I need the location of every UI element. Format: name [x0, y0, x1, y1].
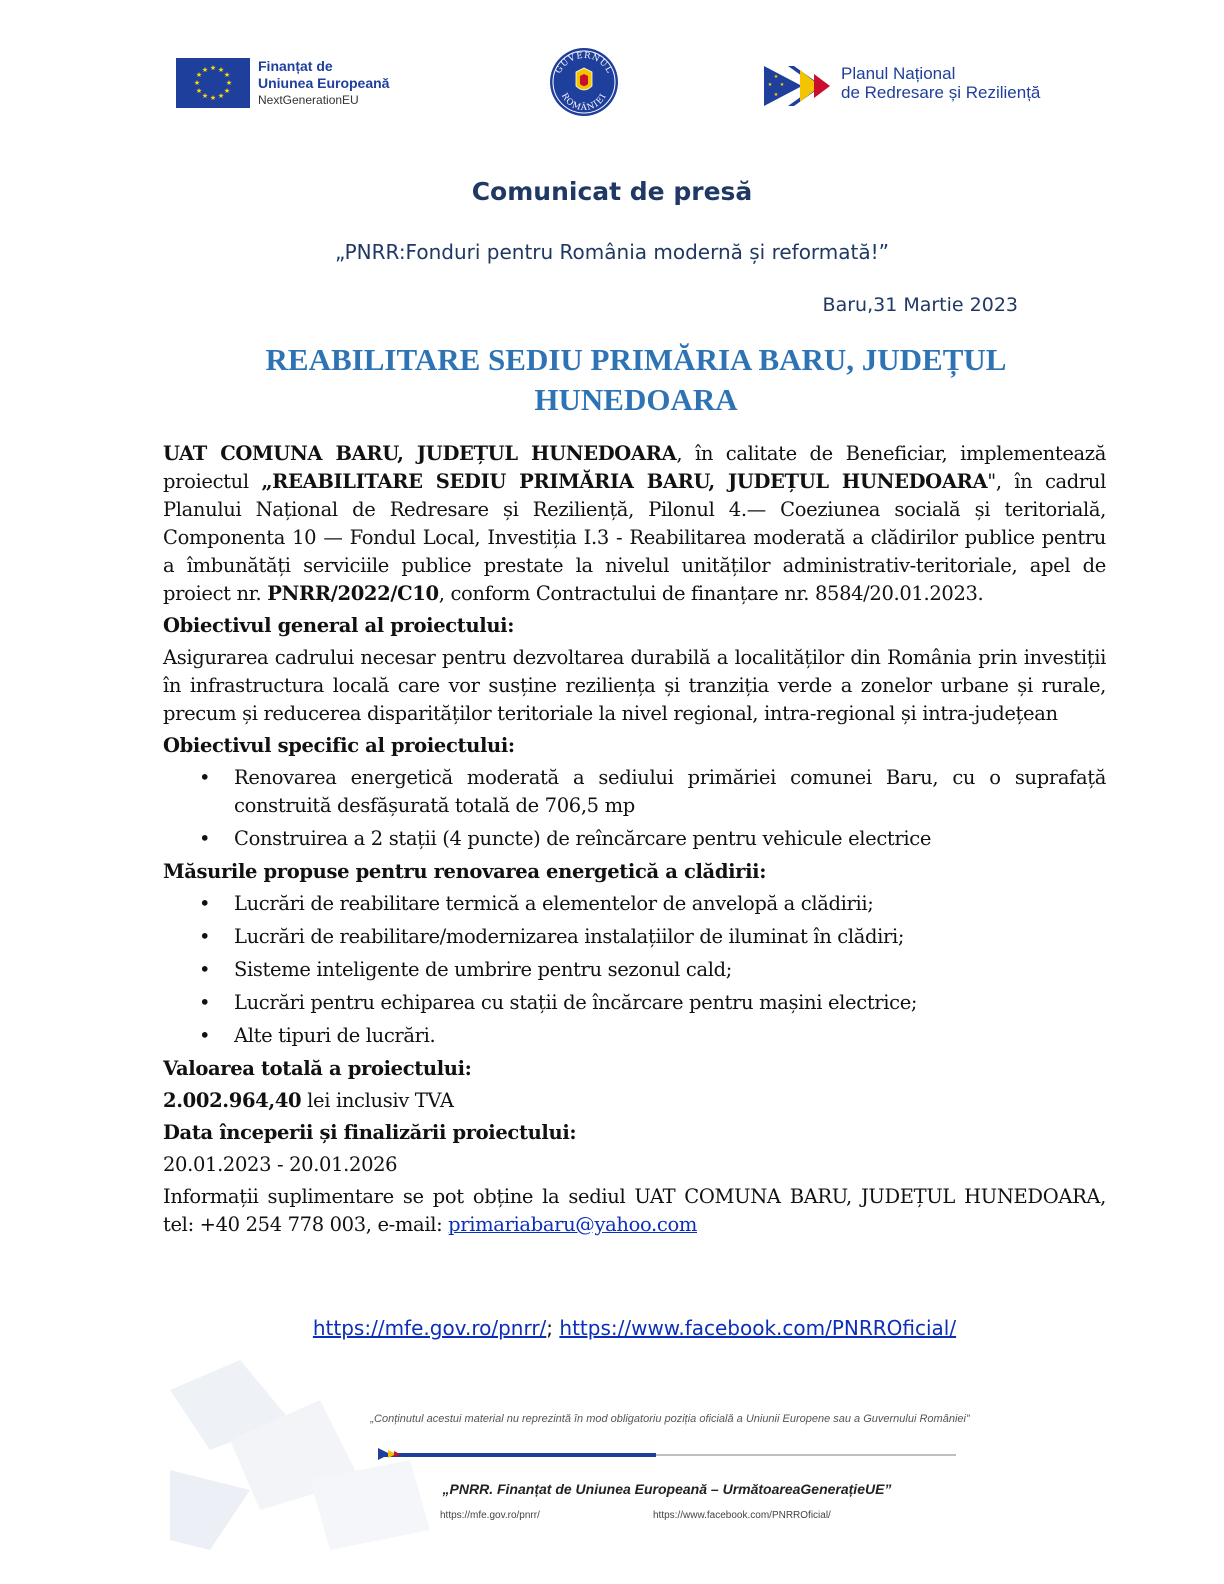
- pnrr-logo: [764, 62, 1084, 108]
- total-value-suffix: lei inclusiv TVA: [301, 1089, 454, 1112]
- svg-text:★: ★: [767, 82, 773, 88]
- intro-text-2: ", în cadrul Planului Național de Redresare și Reziliență, Pilonul 4.— Coeziunea socială și teritorială, Componenta 10 — Fondul Local, Investiția I.3 - Reabilitarea moderată a clădirilor publice pentru a îmbunătăți serviciile publice prestate la nivelul unităților administrativ-teritoriale, apel de proiect nr.: [163, 470, 1107, 605]
- official-links: [0, 1316, 1224, 1340]
- footer-link-mfe[interactable]: https://mfe.gov.ro/pnrr/: [440, 1510, 540, 1521]
- footer-divider: [378, 1452, 956, 1457]
- svg-text:★: ★: [773, 92, 779, 98]
- svg-text:★: ★: [217, 66, 225, 74]
- list-item: • Renovarea energetică moderată a sediului primăriei comunei Baru, cu o suprafață construită desfășurată totală de 706,5 mp: [199, 766, 1106, 817]
- list-item: • Lucrări pentru echiparea cu stații de încărcare pentru mașini electrice;: [163, 989, 1106, 1017]
- list-item: • Alte tipuri de lucrări.: [163, 1022, 1106, 1050]
- intro-text-1: , în calitate de Beneficiar, implementează proiectul: [163, 442, 1106, 493]
- bullet-icon: •: [199, 892, 211, 915]
- bullet-icon: •: [199, 1024, 211, 1047]
- svg-text:★: ★: [223, 71, 231, 79]
- slogan: „PNRR:Fonduri pentru România modernă și reformată!”: [334, 240, 890, 264]
- eu-funding-logo: [176, 58, 416, 110]
- bullet-icon: •: [199, 766, 211, 789]
- svg-text:★: ★: [201, 66, 209, 74]
- pnrr-flag-arrow-icon: [764, 66, 836, 106]
- eu-disclaimer: „Conținutul acestui material nu reprezintă în mod obligatoriu poziția oficială a Uniunii Europene sau a Guvernului României”: [370, 1413, 970, 1425]
- total-value: [163, 1087, 1106, 1115]
- dates-range: 20.01.2023 - 20.01.2026: [163, 1153, 398, 1176]
- eu-flag-icon: [176, 58, 250, 108]
- footer-tagline: „PNRR. Finanțat de Uniunea Europeană – UrmătoareaGenerațieUE”: [442, 1481, 892, 1497]
- pnrr-logo-line1: Planul Național: [841, 64, 956, 83]
- press-release-heading: Comunicat de presă: [471, 177, 753, 206]
- list-item: • Construirea a 2 stații (4 puncte) de reîncărcare pentru vehicule electrice: [163, 825, 1106, 853]
- svg-text:★: ★: [195, 87, 203, 95]
- svg-text:★: ★: [779, 82, 785, 88]
- total-value-amount: 2.002.964,40: [163, 1089, 302, 1112]
- beneficiary-name: UAT COMUNA BARU, JUDEȚUL HUNEDOARA: [163, 442, 677, 465]
- place-date: Baru,31 Martie 2023: [822, 294, 1018, 316]
- eu-logo-line1: Finanțat de: [258, 58, 333, 74]
- intro-text-3: , conform Contractului de finanțare nr. 8584/20.01.2023.: [438, 582, 984, 605]
- contact-text: Informații suplimentare se pot obține la sediul UAT COMUNA BARU, JUDEȚUL HUNEDOARA, tel: +40 254 778 003, e-mail:: [163, 1185, 1106, 1236]
- pnrr-logo-line2: de Redresare și Reziliență: [841, 83, 1041, 102]
- seal-bottom-text: ROMÂNIEI: [558, 91, 610, 114]
- svg-text:★: ★: [201, 92, 209, 100]
- bullet-icon: •: [199, 827, 211, 850]
- list-item: • Sisteme inteligente de umbrire pentru sezonul cald;: [163, 956, 1106, 984]
- bullet-icon: •: [199, 925, 211, 948]
- eu-logo-line3: NextGenerationEU: [258, 93, 359, 107]
- footer-arrow-icon: [378, 1448, 404, 1460]
- bullet-icon: •: [199, 958, 211, 981]
- svg-text:★: ★: [773, 74, 779, 80]
- measures-list: [163, 890, 1106, 1050]
- intro-paragraph: [163, 440, 1106, 608]
- call-number: PNRR/2022/C10: [267, 582, 439, 605]
- facebook-link[interactable]: https://www.facebook.com/PNRROficial/: [559, 1316, 957, 1340]
- svg-text:★: ★: [209, 94, 217, 102]
- government-seal-logo: [546, 46, 622, 118]
- footer-link-facebook[interactable]: https://www.facebook.com/PNRROficial/: [653, 1510, 831, 1521]
- specific-objective-heading: Obiectivul specific al proiectului:: [163, 734, 515, 757]
- list-item: • Lucrări de reabilitare termică a elementelor de anvelopă a clădirii;: [163, 890, 1106, 918]
- project-title: REABILITARE SEDIU PRIMĂRIA BARU, JUDEȚUL HUNEDOARA: [265, 342, 1007, 417]
- svg-text:★: ★: [225, 79, 233, 87]
- svg-text:★: ★: [209, 64, 217, 72]
- total-value-heading: Valoarea totală a proiectului:: [163, 1057, 472, 1080]
- bullet-icon: •: [199, 991, 211, 1014]
- measures-heading: Măsurile propuse pentru renovarea energetică a clădirii:: [163, 860, 767, 883]
- svg-text:★: ★: [193, 79, 201, 87]
- svg-text:★: ★: [223, 87, 231, 95]
- dates-heading: Data începerii și finalizării proiectului:: [163, 1121, 577, 1144]
- project-name: „REABILITARE SEDIU PRIMĂRIA BARU, JUDEȚUL HUNEDOARA: [261, 470, 988, 493]
- general-objective-heading: Obiectivul general al proiectului:: [163, 614, 515, 637]
- email-link[interactable]: primariabaru@yahoo.com: [448, 1213, 697, 1236]
- svg-text:★: ★: [217, 92, 225, 100]
- specific-objective-list: [163, 764, 1106, 853]
- eu-logo-line2: Uniunea Europeană: [258, 75, 390, 91]
- seal-top-text: GUVERNUL: [553, 50, 615, 76]
- links-separator: ;: [546, 1316, 554, 1340]
- svg-text:★: ★: [195, 71, 203, 79]
- contact-info: [163, 1183, 1106, 1239]
- list-item: • Lucrări de reabilitare/modernizarea instalațiilor de iluminat în clădiri;: [163, 923, 1106, 951]
- mfe-link[interactable]: https://mfe.gov.ro/pnrr/: [312, 1316, 547, 1340]
- press-release-body: [163, 440, 1106, 1239]
- general-objective-text: Asigurarea cadrului necesar pentru dezvoltarea durabilă a localităților din România prin investiții în infrastructura locală care vor susține reziliența și tranziția verde a zonelor urbane și rurale, precum și reducerea disparităților teritoriale la nivel regional, intra-regional și intra-județean: [163, 646, 1106, 725]
- romanian-coat-of-arms-icon: [576, 68, 592, 90]
